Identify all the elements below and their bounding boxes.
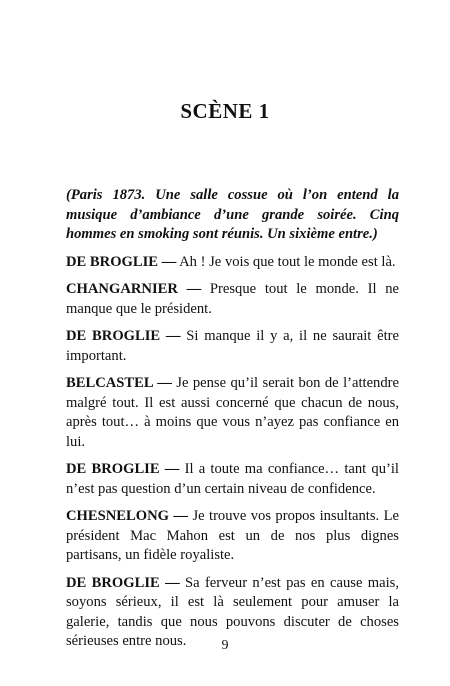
dialogue-line [66,327,399,366]
dialogue-text: Ah ! Je vois que tout le monde est là. [176,253,396,270]
scene-title: SCÈNE 1 [180,99,270,123]
dialogue-text: Si manque il y a, il ne saurait être important. [66,328,399,364]
speaker-name: CHANGARNIER — [66,281,202,297]
speaker-name: CHESNELONG — [66,508,189,524]
dialogue-line [66,280,399,319]
dialogue-line [66,253,399,273]
play-text [66,186,399,660]
speaker-name: DE BROGLIE — [66,328,181,344]
dialogue-line [66,507,399,566]
page-number: 9 [221,638,229,653]
dialogue-line [66,460,399,499]
dialogue-line [66,374,399,452]
dialogue-text: Je trouve vos propos insultants. Le président Mac Mahon est un de nos plus dignes partisans, un fidèle royaliste. [66,508,399,563]
dialogue-text: Presque tout le monde. Il ne manque que le président. [66,281,399,317]
dialogue-text: Sa ferveur n’est pas en cause mais, soyons sérieux, il est là seulement pour amuser la galerie, tandis que nous pouvons discuter de choses sérieuses entre nous. [66,574,399,649]
stage-direction: (Paris 1873. Une salle cossue où l’on entend la musique d’ambiance d’une grande soirée. Cinq hommes en smoking sont réunis. Un sixième entre.) [66,187,399,242]
speaker-name: DE BROGLIE — [66,253,177,270]
speaker-name: DE BROGLIE — [66,461,180,477]
speaker-name: DE BROGLIE — [66,574,180,591]
dialogue-text: Je pense qu’il serait bon de l’attendre malgré tout. Il est aussi concerné que chacun de nous, après tout… à moins que vous n’ayez pas confiance en lui. [66,375,399,450]
speaker-name: BELCASTEL — [66,375,172,391]
dialogue-text: Il a toute ma confiance… tant qu’il n’est pas question d’un certain niveau de confidence. [66,461,399,497]
